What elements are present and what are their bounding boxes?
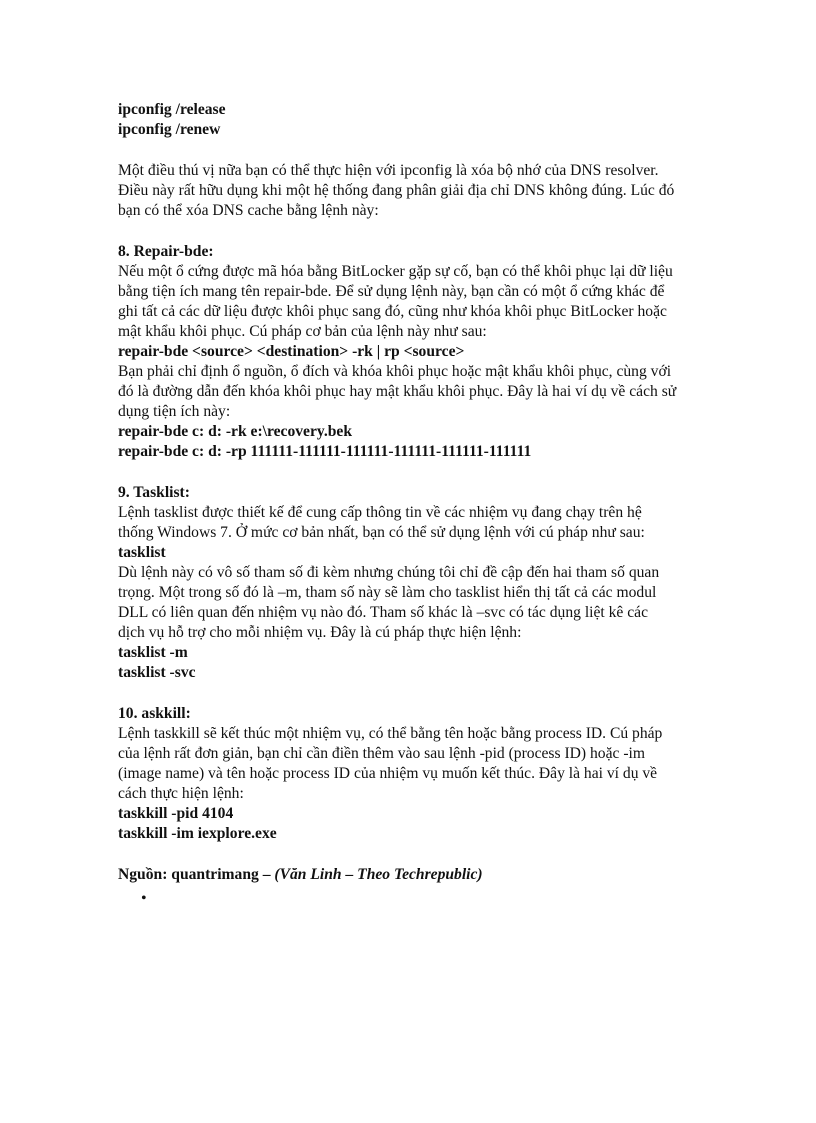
paragraph-line: dụng tiện ích này: (118, 403, 231, 420)
paragraph-line: Dù lệnh này có vô số tham số đi kèm nhưng chúng tôi chỉ đề cập đến hai tham số quan (118, 564, 660, 581)
source-author: (Văn Linh – Theo Techrepublic) (274, 866, 483, 883)
command-example: tasklist -m (118, 644, 188, 661)
document-page (118, 100, 718, 885)
paragraph-line: DLL có liên quan đến nhiệm vụ nào đó. Tham số khác là –svc có tác dụng liệt kê các (118, 604, 649, 621)
command-example: repair-bde c: d: -rp 111111-111111-111111-111111-111111-111111 (118, 443, 532, 460)
paragraph-line: Một điều thú vị nữa bạn có thể thực hiện với ipconfig là xóa bộ nhớ của DNS resolver. (118, 162, 659, 179)
paragraph-line: Lệnh taskkill sẽ kết thúc một nhiệm vụ, có thể bằng tên hoặc bằng process ID. Cú pháp (118, 725, 663, 742)
paragraph-line: thống Windows 7. Ở mức cơ bản nhất, bạn có thể sử dụng lệnh với cú pháp như sau: (118, 524, 645, 541)
paragraph-line: Lệnh tasklist được thiết kế để cung cấp thông tin về các nhiệm vụ đang chạy trên hệ (118, 504, 642, 521)
paragraph-line: Điều này rất hữu dụng khi một hệ thống đang phân giải địa chỉ DNS không đúng. Lúc đó (118, 182, 675, 199)
spacer (118, 462, 718, 483)
command-example: tasklist -svc (118, 664, 196, 681)
command-example: taskkill -im iexplore.exe (118, 825, 277, 842)
paragraph-line: cách thực hiện lệnh: (118, 785, 244, 802)
paragraph-line: bằng tiện ích mang tên repair-bde. Để sử dụng lệnh này, bạn cần có một ổ cứng khác để (118, 283, 665, 300)
spacer (118, 683, 718, 704)
spacer (118, 221, 718, 242)
paragraph-line: đó là đường dẫn đến khóa khôi phục hay mật khẩu khôi phục. Đây là hai ví dụ về cách sử (118, 383, 677, 400)
paragraph-line: mật khẩu khôi phục. Cú pháp cơ bản của lệnh này như sau: (118, 323, 487, 340)
command-ipconfig-release: ipconfig /release (118, 101, 226, 118)
spacer (118, 140, 718, 161)
paragraph-line: trọng. Một trong số đó là –m, tham số này sẽ làm cho tasklist hiển thị tất cả các modul (118, 584, 657, 601)
spacer (118, 844, 718, 865)
command-example: taskkill -pid 4104 (118, 805, 234, 822)
paragraph-line: Bạn phải chỉ định ổ nguồn, ổ đích và khóa khôi phục hoặc mật khẩu khôi phục, cùng với (118, 363, 672, 380)
paragraph-line: (image name) và tên hoặc process ID của nhiệm vụ muốn kết thúc. Đây là hai ví dụ về (118, 765, 658, 782)
command-ipconfig-renew: ipconfig /renew (118, 121, 221, 138)
paragraph-line: ghi tất cả các dữ liệu được khôi phục sang đó, cũng như khóa khôi phục BitLocker hoặc (118, 303, 667, 320)
source-label: Nguồn: quantrimang – (118, 866, 275, 883)
section-heading-repair-bde: 8. Repair-bde: (118, 243, 214, 260)
command-syntax: repair-bde <source> <destination> -rk | rp <source> (118, 343, 465, 360)
paragraph-line: bạn có thể xóa DNS cache bằng lệnh này: (118, 202, 379, 219)
paragraph-line: dịch vụ hỗ trợ cho mỗi nhiệm vụ. Đây là cú pháp thực hiện lệnh: (118, 624, 522, 641)
bullet-marker: • (141, 890, 147, 907)
section-heading-tasklist: 9. Tasklist: (118, 484, 190, 501)
paragraph-line: Nếu một ổ cứng được mã hóa bằng BitLocker gặp sự cố, bạn có thể khôi phục lại dữ liệu (118, 263, 673, 280)
paragraph-line: của lệnh rất đơn giản, bạn chỉ cần điền thêm vào sau lệnh -pid (process ID) hoặc -im (118, 745, 645, 762)
source-credit-line (118, 865, 718, 885)
command-syntax: tasklist (118, 544, 166, 561)
section-heading-taskkill: 10. askkill: (118, 705, 191, 722)
command-example: repair-bde c: d: -rk e:\recovery.bek (118, 423, 352, 440)
